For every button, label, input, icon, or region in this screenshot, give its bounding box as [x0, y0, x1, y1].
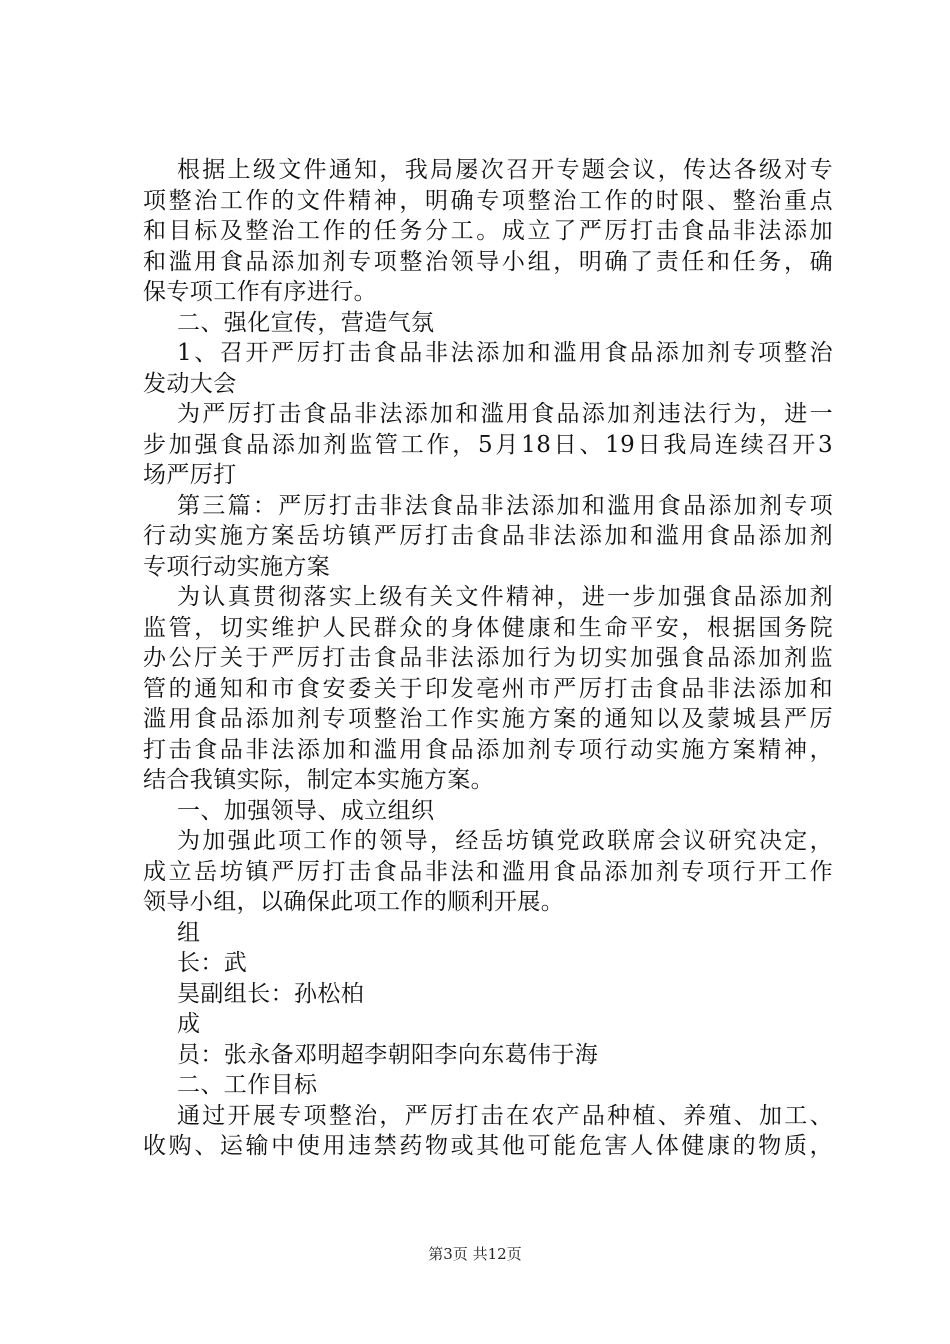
member-line: 成	[177, 1011, 201, 1037]
page-number-footer: 第3页 共12页	[428, 1245, 522, 1263]
paragraph-line: 打击食品非法添加和滥用食品添加剂专项行动实施方案精神，	[143, 736, 833, 763]
paragraph-line: 管的通知和市食安委关于印发亳州市严厉打击食品非法添加和	[143, 675, 833, 702]
paragraph-line: 监管，切实维护人民群众的身体健康和生命平安，根据国务院	[143, 614, 833, 641]
paragraph-line: 和滥用食品添加剂专项整治领导小组，明确了责任和任务，确	[143, 248, 833, 275]
paragraph-line: 成立岳坊镇严厉打击食品非法和滥用食品添加剂专项行开工作	[143, 858, 833, 885]
section-heading: 二、强化宣传，营造气氛	[177, 309, 435, 336]
member-line: 组	[177, 919, 201, 946]
member-line: 昊副组长：孙松柏	[177, 980, 365, 1007]
paragraph-line: 收购、运输中使用违禁药物或其他可能危害人体健康的物质，	[143, 1133, 833, 1159]
paragraph-line: 为严厉打击食品非法添加和滥用食品添加剂违法行为，进一	[177, 401, 833, 427]
section-heading: 二、工作目标	[177, 1072, 318, 1098]
chapter-title: 行动实施方案岳坊镇严厉打击食品非法添加和滥用食品添加剂	[143, 523, 833, 549]
paragraph-line: 场严厉打	[143, 462, 237, 488]
member-line: 长：武	[177, 950, 248, 976]
paragraph-line: 为认真贯彻落实上级有关文件精神，进一步加强食品添加剂	[177, 584, 833, 610]
paragraph-line: 为加强此项工作的领导，经岳坊镇党政联席会议研究决定，	[177, 828, 833, 854]
paragraph-line: 项整治工作的文件精神，明确专项整治工作的时限、整治重点	[143, 187, 833, 214]
paragraph-line: 办公厅关于严厉打击食品非法添加行为切实加强食品添加剂监	[143, 645, 833, 671]
paragraph-line: 发动大会	[143, 370, 237, 397]
paragraph-line: 1、召开严厉打击食品非法添加和滥用食品添加剂专项整治	[177, 340, 833, 366]
paragraph-line: 步加强食品添加剂监管工作，5月18日、19日我局连续召开3	[143, 431, 833, 458]
paragraph-line: 根据上级文件通知，我局屡次召开专题会议，传达各级对专	[177, 157, 833, 183]
document-body	[143, 155, 833, 1162]
chapter-title: 专项行动实施方案	[143, 553, 331, 580]
paragraph-line: 滥用食品添加剂专项整治工作实施方案的通知以及蒙城县严厉	[143, 706, 833, 732]
paragraph-line: 和目标及整治工作的任务分工。成立了严厉打击食品非法添加	[143, 218, 833, 244]
paragraph-line: 结合我镇实际，制定本实施方案。	[143, 767, 494, 793]
chapter-title: 第三篇：严厉打击非法食品非法添加和滥用食品添加剂专项	[177, 492, 833, 519]
member-line: 员：张永备邓明超李朝阳李向东葛伟于海	[177, 1041, 599, 1068]
section-heading: 一、加强领导、成立组织	[177, 797, 435, 824]
paragraph-line: 通过开展专项整治，严厉打击在农产品种植、养殖、加工、	[177, 1102, 833, 1129]
paragraph-line: 保专项工作有序进行。	[143, 279, 377, 305]
paragraph-line: 领导小组，以确保此项工作的顺利开展。	[143, 889, 565, 915]
